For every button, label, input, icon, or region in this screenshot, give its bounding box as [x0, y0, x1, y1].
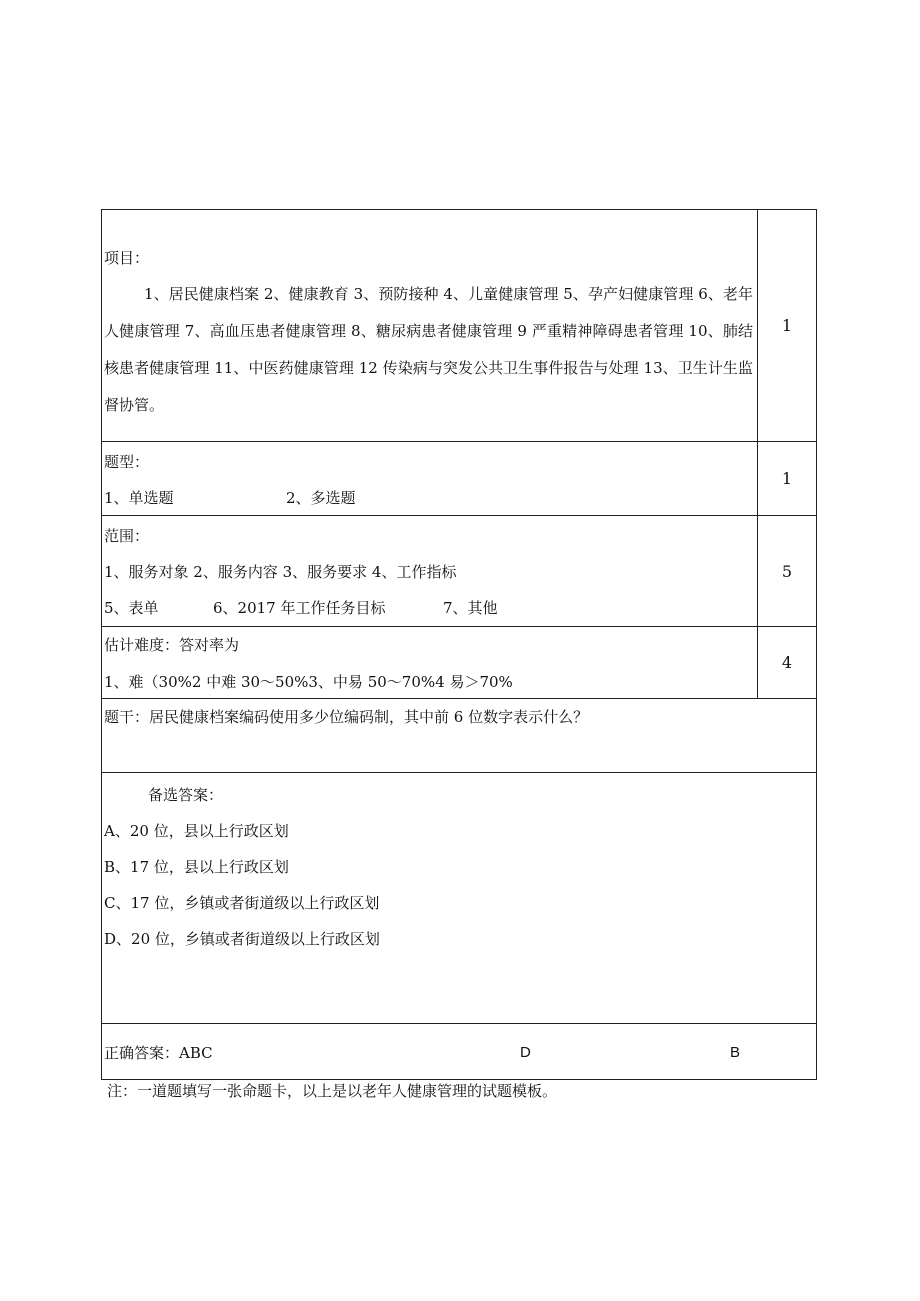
project-score: 1 — [781, 316, 793, 335]
question-type-option-single: 1、单选题 — [104, 489, 174, 507]
question-type-cell — [102, 442, 758, 515]
option-c: C、17 位，乡镇或者街道级以上行政区划 — [104, 894, 380, 912]
scope-score: 5 — [781, 561, 793, 581]
scope-cell — [102, 516, 758, 626]
scope-row — [102, 516, 816, 627]
stem-text: 题干：居民健康档案编码使用多少位编码制，其中前 6 位数字表示什么？ — [104, 708, 589, 726]
scope-item-6: 6、2017 年工作任务目标 — [213, 599, 386, 617]
scope-label: 范围： — [104, 527, 150, 545]
question-type-score: 1 — [781, 469, 793, 488]
project-label: 项目： — [104, 249, 150, 267]
option-d: D、20 位，乡镇或者街道级以上行政区划 — [104, 930, 380, 948]
option-a: A、20 位，县以上行政区划 — [104, 822, 289, 840]
question-type-row — [102, 442, 816, 516]
scope-line1: 1、服务对象 2、服务内容 3、服务要求 4、工作指标 — [104, 563, 457, 581]
question-card-table — [101, 209, 817, 1080]
project-text: 1、居民健康档案 2、健康教育 3、预防接种 4、儿童健康管理 5、孕产妇健康管理 6、老年人健康管理 7、高血压患者健康管理 8、糖尿病患者健康管理 9 严重精神障碍患者管理 10、肺结核患者健康管理 11、中医药健康管理 12 传染病与突发公共卫生事件报告与处理 13、卫生计生监督协管。 — [104, 285, 753, 414]
answer-label: 正确答案：ABC — [104, 1044, 213, 1062]
difficulty-cell — [102, 627, 758, 698]
project-row — [102, 210, 816, 442]
option-b: B、17 位，县以上行政区划 — [104, 858, 289, 876]
difficulty-label: 估计难度：答对率为 — [104, 636, 240, 654]
footnote: 注：一道题填写一张命题卡，以上是以老年人健康管理的试题模板。 — [107, 1082, 558, 1100]
answer-b: B — [730, 1044, 741, 1061]
project-cell — [102, 210, 758, 441]
answer-d: D — [520, 1044, 531, 1061]
difficulty-row — [102, 627, 816, 699]
answer-row — [102, 1024, 816, 1079]
options-row — [102, 773, 816, 1024]
question-type-option-multi: 2、多选题 — [286, 489, 356, 507]
scope-item-5: 5、表单 — [104, 599, 159, 617]
stem-row — [102, 699, 816, 773]
difficulty-levels: 1、难（30%2 中难 30～50%3、中易 50～70%4 易＞70% — [104, 673, 513, 691]
options-label: 备选答案： — [148, 786, 224, 804]
scope-item-7: 7、其他 — [443, 599, 498, 617]
difficulty-score: 4 — [781, 653, 793, 672]
question-type-label: 题型： — [104, 453, 150, 471]
